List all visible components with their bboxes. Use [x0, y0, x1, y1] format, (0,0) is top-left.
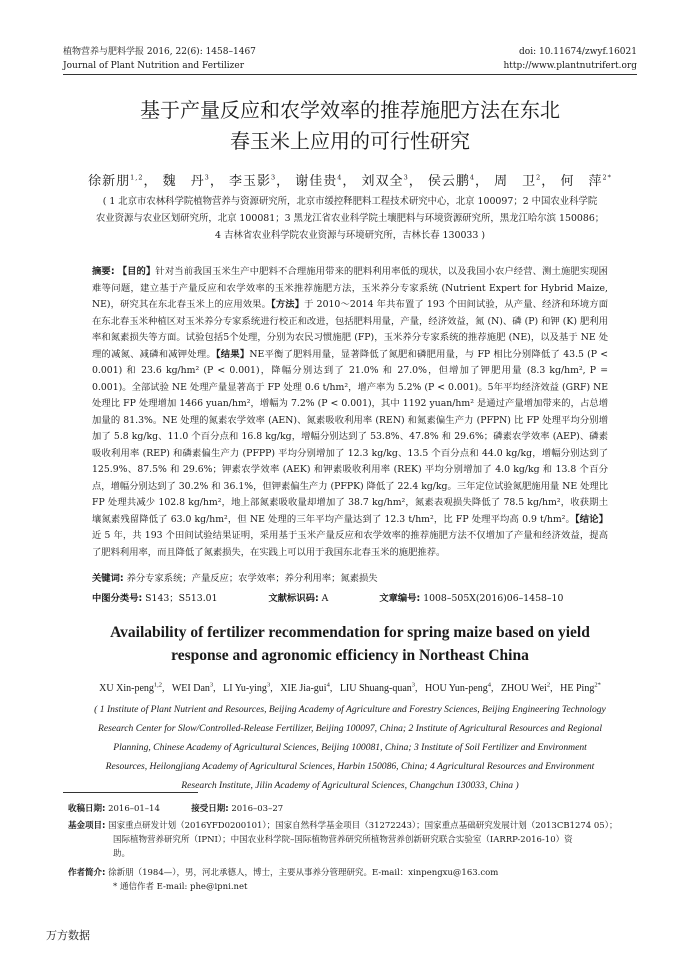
en-author: HOU Yun-peng$^4$: [425, 681, 491, 694]
en-title-line-2: response and agronomic efficiency in Northeast China: [171, 647, 529, 664]
header-rule: [63, 74, 637, 75]
article-number-label: 文章编号:: [379, 593, 421, 604]
method-tag: 【方法】: [271, 299, 305, 310]
fund-footnote: [68, 819, 637, 861]
fund-line: 国际植物营养研究所（IPNI）；中国农业科学院–国际植物营养研究所植物营养创新研究联合实验室（IARRP-2016-10）资: [113, 835, 573, 845]
doi[interactable]: doi: 10.11674/zwyf.16021: [519, 47, 637, 57]
article-number-value: 1008–505X(2016)06–1458–10: [423, 593, 564, 604]
en-affil-line: Research Institute, Jilin Academy of Agricultural Sciences, Changchun 130033, China ): [181, 780, 519, 791]
accepted-label: 接受日期:: [191, 804, 229, 814]
en-affil-line: Planning, Chinese Academy of Agricultural Sciences, Beijing 100081, China; 3 Institute of Soil Fertilizer and Environment: [113, 742, 587, 753]
en-author: WEI Dan$^3$: [171, 681, 214, 694]
cn-author: 徐新朋$^{1,2}$: [88, 173, 144, 189]
watermark: 万方数据: [46, 929, 90, 942]
clc-value: S143；S513.01: [145, 593, 218, 604]
conclusion-text: 近 5 年，共 193 个田间试验结果证明，采用基于玉米产量反应和农学效率的推荐施肥方法不仅增加了产量和经济效益，提高了肥料利用率，而且降低了氮素损失，在实践上可以用于我国东北春玉米的施肥推荐。: [92, 530, 608, 558]
accepted-date: 2016–03–27: [231, 804, 284, 814]
journal-cn-line: 植物营养与肥料学报 2016, 22(6): 1458–1467: [63, 47, 256, 57]
journal-header-right: [503, 45, 637, 73]
doc-code-value: A: [321, 593, 329, 604]
cn-author: 侯云鹏$^4$: [427, 173, 475, 189]
cn-authors: 徐新朋$^{1,2}$， 魏 丹$^3$， 李玉影$^3$， 谢佳贵$^4$， 刘双全$^3$， 侯云鹏$^4$， 周 卫$^2$， 何 萍$^{2*}$: [88, 173, 612, 189]
fund-line: 助。: [113, 849, 131, 859]
objective-text: 针对当前我国玉米生产中肥料不合理施用带来的肥料利用率低的现状，以及我国小农户经营、测土施肥实现困难等问题，建立基于产量反应和农学效率的玉米推荐施肥方法，玉米养分专家系统 (Nutrient Expert for Hybrid Maize, NE)，研究其在东北春玉米上的应用效果。: [92, 266, 608, 310]
received-label: 收稿日期:: [68, 804, 106, 814]
fund-line: 国家重点研发计划（2016YFD0200101）；国家自然科学基金项目（31272243）；国家重点基础研究发展计划（2013CB1274 05）；: [108, 821, 618, 831]
en-affil-line: ( 1 Institute of Plant Nutrient and Resources, Beijing Academy of Agriculture and Forestry Sciences, Beijing Engineering Technology: [94, 704, 606, 715]
dates-footnote: [68, 802, 637, 816]
objective-tag: 【目的】: [117, 266, 156, 277]
cn-title: [63, 95, 637, 157]
cn-abstract: [92, 264, 608, 561]
en-title: [80, 621, 620, 667]
en-authors: XU Xin-peng$^{1,2}$, WEI Dan$^3$, LI Yu-ying$^3$, XIE Jia-gui$^4$, LIU Shuang-quan$^3$, HOU Yun-peng$^4$, ZHOU Wei$^2$, HE Ping$^{2*}$: [99, 681, 601, 694]
method-text: 于 2010～2014 年共布置了 193 个田间试验，从产量、经济和环境方面在东北春玉米种植区对玉米养分专家系统进行校正和改进，包括肥料用量，产量，经济效益，氮 (N)、磷 (P) 和钾 (K) 肥利用率和氮素损失等方面。试验包括5个处理，分别为农民习惯施肥 (FP)，玉米养分专家系统的推荐施肥 (NE)，以及基于 NE 处理的减氮、减磷和减钾处理。: [92, 299, 608, 360]
en-affil-line: Resources, Heilongjiang Academy of Agricultural Sciences, Harbin 150086, China; 4 Agricultural Resources and Environment: [105, 761, 595, 772]
en-author: LI Yu-ying$^3$: [223, 681, 271, 694]
classification: [92, 590, 608, 604]
en-author: ZHOU Wei$^2$: [500, 681, 551, 694]
result-text: NE平衡了肥料用量，显著降低了氮肥和磷肥用量，与 FP 相比分别降低了 43.5 (P < 0.001) 和 23.6 kg/hm² (P < 0.001)，降幅分别达到了 21.0% 和 27.0%，但增加了钾肥用量 (8.3 kg/hm², P = 0.001)。全部试验 NE 处理产量显著高于 FP 处理 0.6 t/hm²，增产率为 5.2% (P < 0.001)。5年平均经济效益 (GRF) NE 处理比 FP 处理增加 1466 yuan/hm²，增幅为 7.2% (P < 0.001)，其中 1192 yuan/hm² 是通过产量增加带来的，占总增加量的 81.3%。NE 处理的氮素农学效率 (AEN)、氮素吸收利用率 (REN) 和氮素偏生产力 (PFPN) 比 FP 处理平均分别增加了 5.8 kg/kg、11.0 个百分点和 16.8 kg/kg，增幅分别达到了 53.8%、47.8% 和 29.6%；磷素农学效率 (AEP)、磷素吸收利用率 (REP) 和磷素偏生产力 (PFPP) 平均分别增加了 12.3 kg/kg、13.5 个百分点和 44.0 kg/kg，增幅分别达到了 125.9%、87.5% 和 29.6%；钾素农学效率 (AEK) 和钾素吸收利用率 (REK) 平均分别增加了 4.0 kg/kg 和 13.8 个百分点，增幅分别达到了 30.2% 和 36.1%，但钾素偏生产力 (PFPK) 降低了 22.4 kg/kg。三年定位试验氮肥施用量 NE 处理比 FP 处理共减少 102.8 kg/hm²，地上部氮素吸收量却增加了 38.7 kg/hm²，氮素表观损失降低了 78.5 kg/hm²，收获期土壤氮素残留降低了 63.0 kg/hm²，但 NE 处理的三年平均产量达到了 12.3 t/hm²，比 FP 处理平均高 0.9 t/hm²。: [92, 348, 608, 525]
author-bio-label: 作者简介:: [68, 868, 106, 878]
doc-code-label: 文献标识码:: [268, 593, 319, 604]
abstract-label: 摘要:: [92, 266, 115, 277]
cn-author: 周 卫$^2$: [494, 173, 542, 189]
cn-author: 何 萍$^{2*}$: [560, 173, 612, 189]
author-footnote: [68, 866, 637, 894]
en-author: HE Ping$^{2*}$: [560, 681, 601, 694]
cn-affil-line: ( 1 北京市农林科学院植物营养与资源研究所，北京市缓控释肥料工程技术研究中心，北京 100097；2 中国农业科学院: [102, 196, 598, 207]
fund-label: 基金项目:: [68, 821, 106, 831]
cn-author: 谢佳贵$^4$: [295, 173, 343, 189]
keywords: [92, 570, 608, 584]
en-author: XU Xin-peng$^{1,2}$: [99, 681, 163, 694]
cn-author: 魏 丹$^3$: [162, 173, 210, 189]
footnote-rule: [63, 792, 198, 793]
cn-title-line-2: 春玉米上应用的可行性研究: [230, 129, 470, 153]
cn-affil-line: 4 吉林省农业科学院农业资源与环境研究所，吉林长春 130033 ): [215, 230, 485, 241]
keywords-text: 养分专家系统；产量反应；农学效率；养分利用率；氮素损失: [126, 573, 378, 584]
journal-en-line: Journal of Plant Nutrition and Fertilizer: [63, 61, 245, 71]
cn-affil-line: 农业资源与农业区划研究所，北京 100081；3 黑龙江省农业科学院土壤肥料与环境资源研究所，黑龙江哈尔滨 150086；: [95, 213, 605, 224]
en-title-line-1: Availability of fertilizer recommendation for spring maize based on yield: [110, 624, 590, 641]
conclusion-tag: 【结论】: [574, 513, 608, 525]
cn-title-line-1: 基于产量反应和农学效率的推荐施肥方法在东北: [140, 98, 560, 122]
journal-header-left: [63, 45, 256, 73]
cn-affiliations: [58, 193, 642, 244]
keywords-label: 关键词:: [92, 573, 124, 584]
received-date: 2016–01–14: [108, 804, 160, 814]
cn-author: 李玉影$^3$: [228, 173, 277, 189]
en-affiliations: [60, 700, 640, 795]
journal-url[interactable]: http://www.plantnutrifert.org: [503, 61, 637, 71]
clc-label: 中图分类号:: [92, 593, 143, 604]
en-affil-line: Research Center for Slow/Controlled-Release Fertilizer, Beijing 100097, China; 2 Institute of Agricultural Resources and Regional: [98, 723, 602, 734]
corresponding-author: * 通信作者 E-mail: phe@ipni.net: [113, 882, 248, 892]
result-tag: 【结果】: [215, 348, 250, 360]
cn-author: 刘双全$^3$: [361, 173, 409, 189]
author-bio: 徐新朋（1984—），男，河北承德人，博士，主要从事养分管理研究。E-mail：xinpengxu@163.com: [108, 868, 499, 878]
en-author: XIE Jia-gui$^4$: [280, 681, 330, 694]
en-author: LIU Shuang-quan$^3$: [339, 681, 416, 694]
